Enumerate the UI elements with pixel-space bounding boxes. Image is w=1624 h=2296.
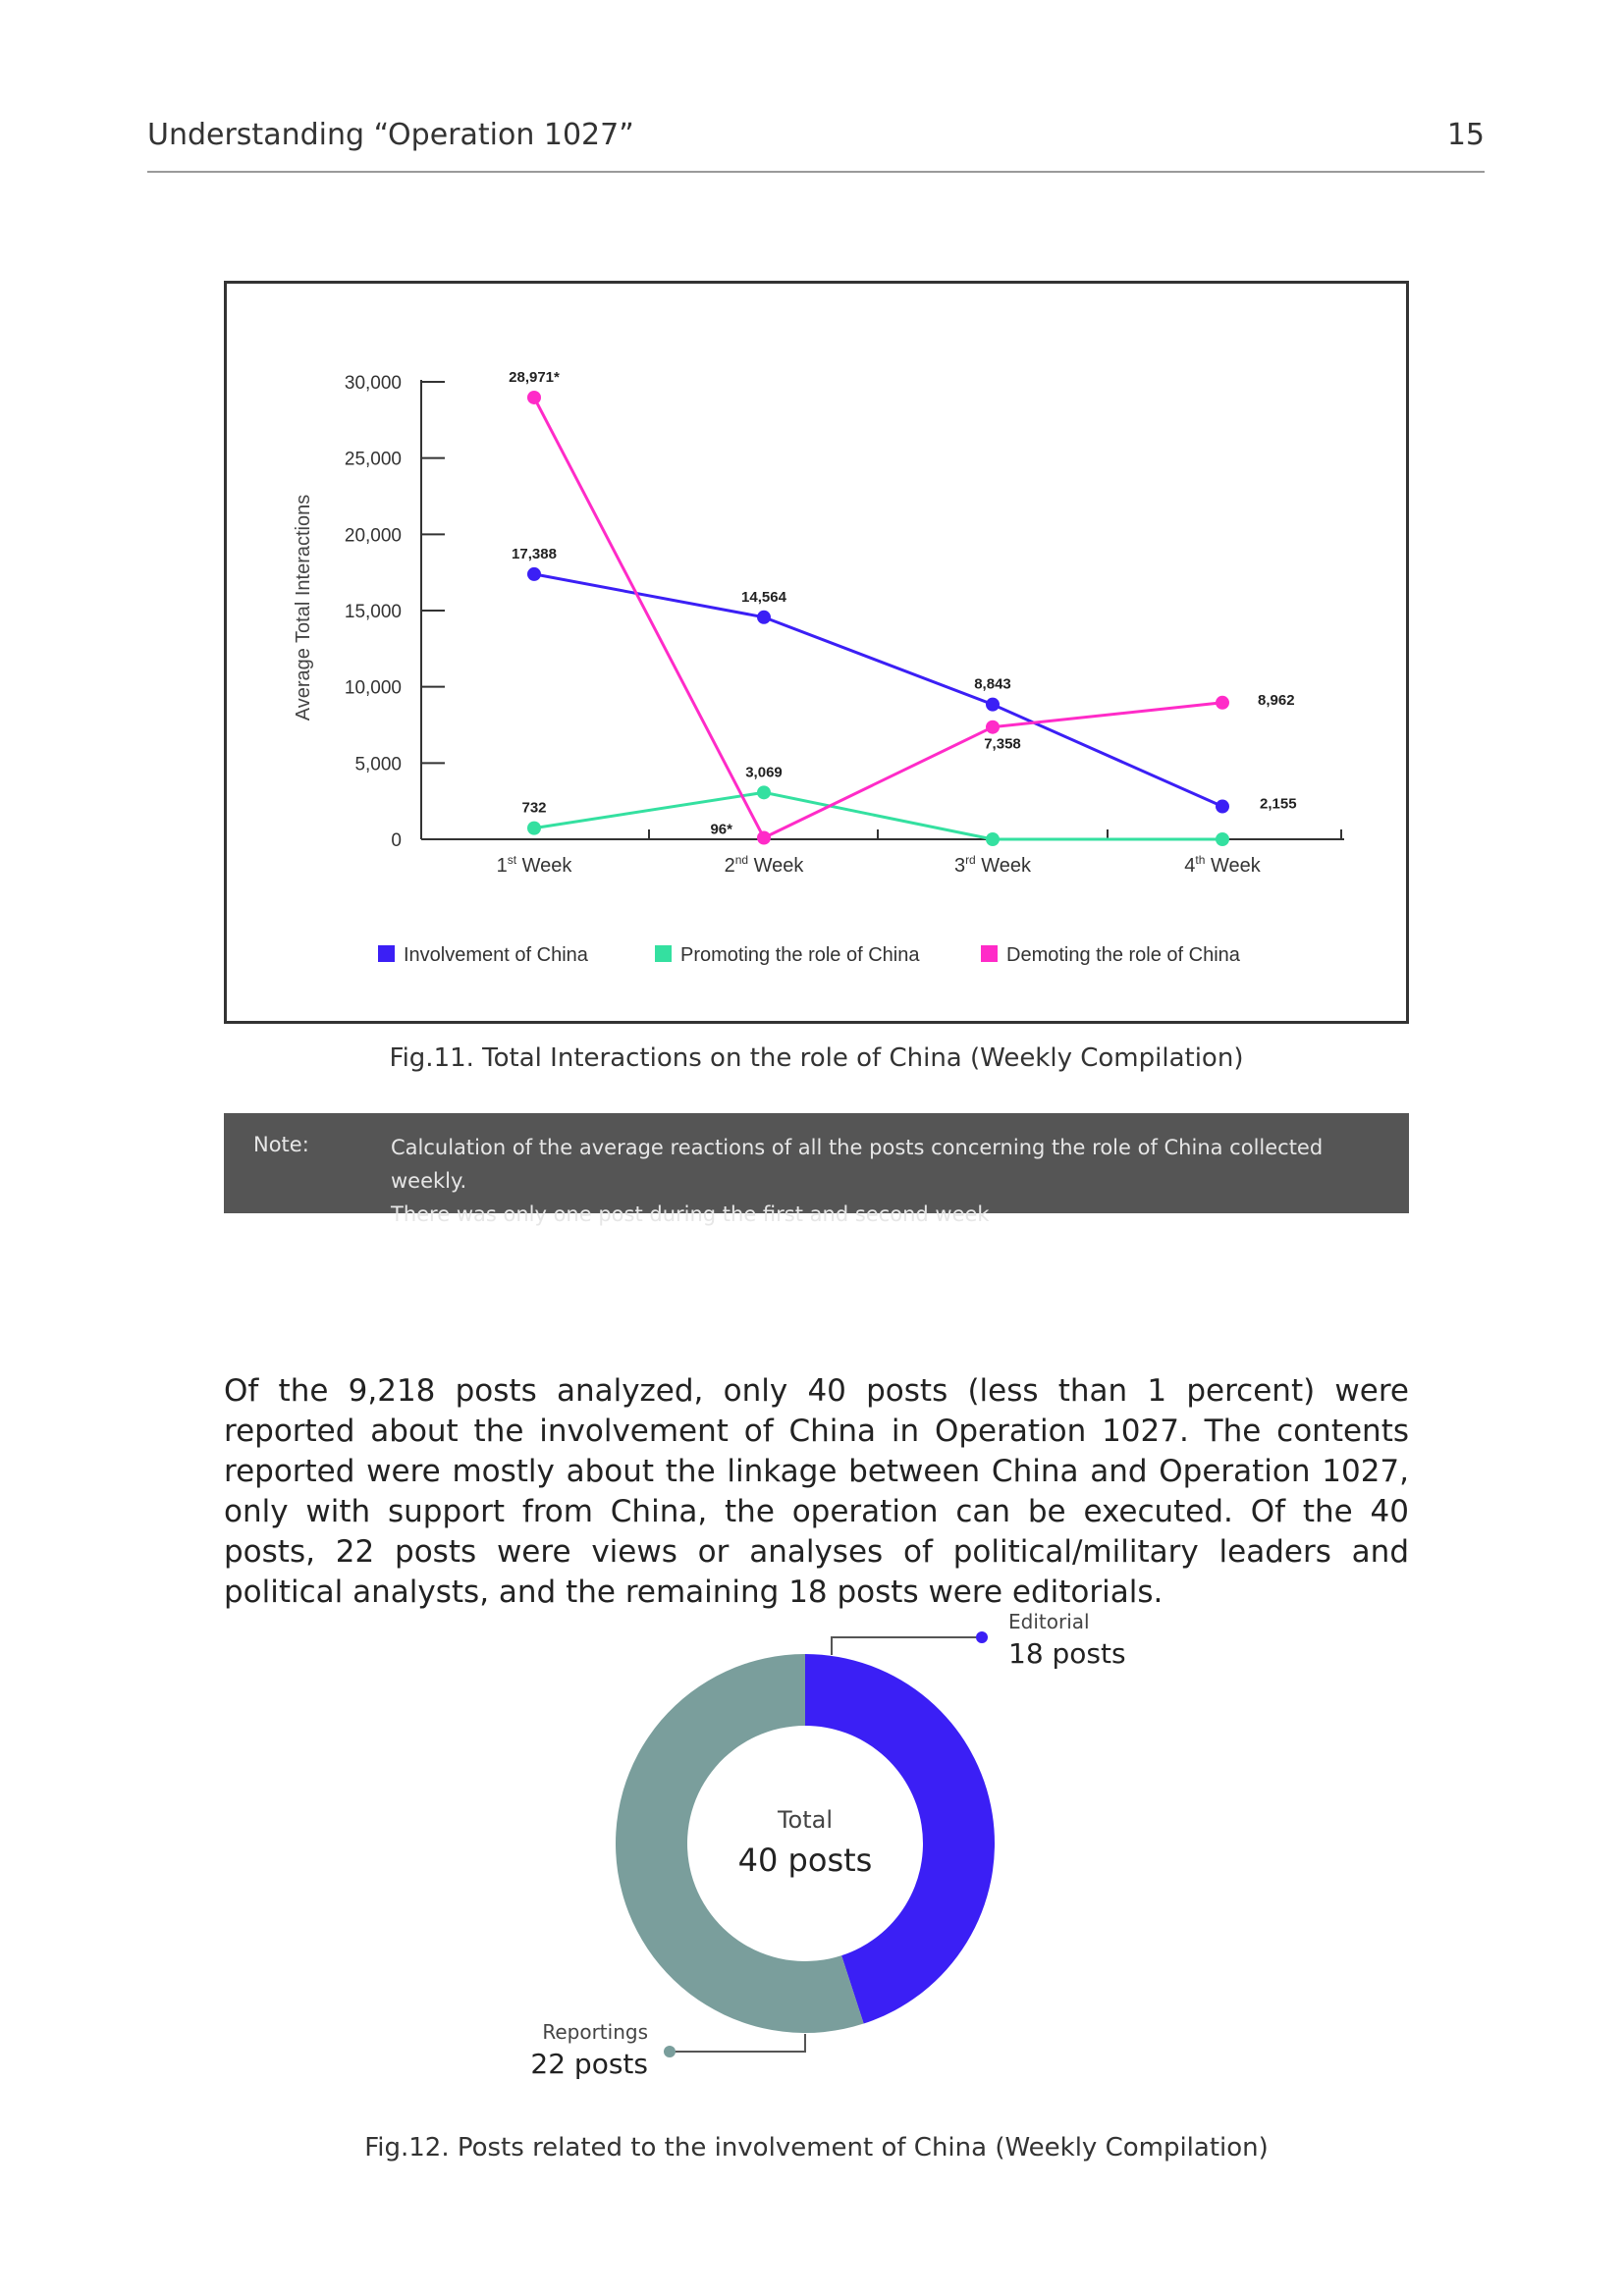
data-label: 8,962 [1258, 691, 1295, 709]
reportings-leader-line [670, 2034, 805, 2052]
reportings-label [530, 2020, 648, 2080]
reportings-name: Reportings [542, 2020, 648, 2044]
figure-11-caption: Fig.11. Total Interactions on the role of China (Weekly Compilation) [389, 1043, 1244, 1073]
data-label: 7,358 [984, 735, 1021, 753]
legend-label: Demoting the role of China [1006, 944, 1240, 966]
editorial-leader-line [832, 1637, 982, 1655]
data-label: 8,843 [974, 675, 1011, 693]
note-line-2: There was only one post during the first and second week [391, 1202, 990, 1226]
y-tick-label: 15,000 [344, 602, 402, 622]
editorial-label [1008, 1610, 1126, 1670]
x-tick-label: 3rd Week [953, 853, 1032, 877]
x-tick-label: 1st Week [496, 853, 572, 877]
legend-label: Promoting the role of China [680, 944, 920, 966]
editorial-leader-dot [976, 1631, 988, 1643]
reportings-leader-dot [664, 2046, 676, 2057]
y-tick-label: 10,000 [344, 677, 402, 699]
data-label: 14,564 [741, 588, 786, 606]
data-label: 2,155 [1260, 795, 1297, 813]
figure-12-caption: Fig.12. Posts related to the involvement of China (Weekly Compilation) [364, 2133, 1269, 2163]
editorial-value: 18 posts [1008, 1637, 1126, 1670]
y-tick-label: 25,000 [344, 449, 402, 470]
data-label: 28,971* [509, 368, 560, 386]
x-tick-label: 4th Week [1184, 853, 1261, 877]
donut-center-value: 40 posts [737, 1842, 873, 1879]
x-tick-label: 2nd Week [724, 853, 804, 877]
y-tick-label: 0 [391, 830, 402, 851]
data-label: 3,069 [745, 764, 783, 781]
data-label: 732 [521, 799, 547, 817]
data-label: 96* [710, 821, 732, 838]
legend-label: Involvement of China [404, 944, 588, 966]
page-number: 15 [1446, 118, 1485, 152]
y-axis-label: Average Total Interactions [293, 494, 314, 721]
data-label: 17,388 [512, 545, 557, 562]
running-title: Understanding “Operation 1027” [147, 118, 634, 152]
y-tick-label: 30,000 [344, 373, 402, 394]
donut-center-label: Total [777, 1806, 834, 1834]
reportings-value: 22 posts [530, 2048, 648, 2080]
note-line-1: Calculation of the average reactions of all the posts concerning the role of China collected weekly. [391, 1136, 1324, 1193]
y-tick-label: 20,000 [344, 525, 402, 547]
body-paragraph: Of the 9,218 posts analyzed, only 40 posts (less than 1 percent) were reported about the involvement of China in Operation 1027. The contents reported were mostly about the linkage between China and Operation 1027, only with support from China, the operation can be executed. Of the 40 posts, 22 posts were views or analyses of political/military leaders and political analysts, and the remaining 18 posts were editorials. [224, 1373, 1409, 1610]
note-label: Note: [253, 1133, 309, 1156]
y-tick-label: 5,000 [354, 754, 402, 775]
editorial-name: Editorial [1008, 1610, 1090, 1633]
